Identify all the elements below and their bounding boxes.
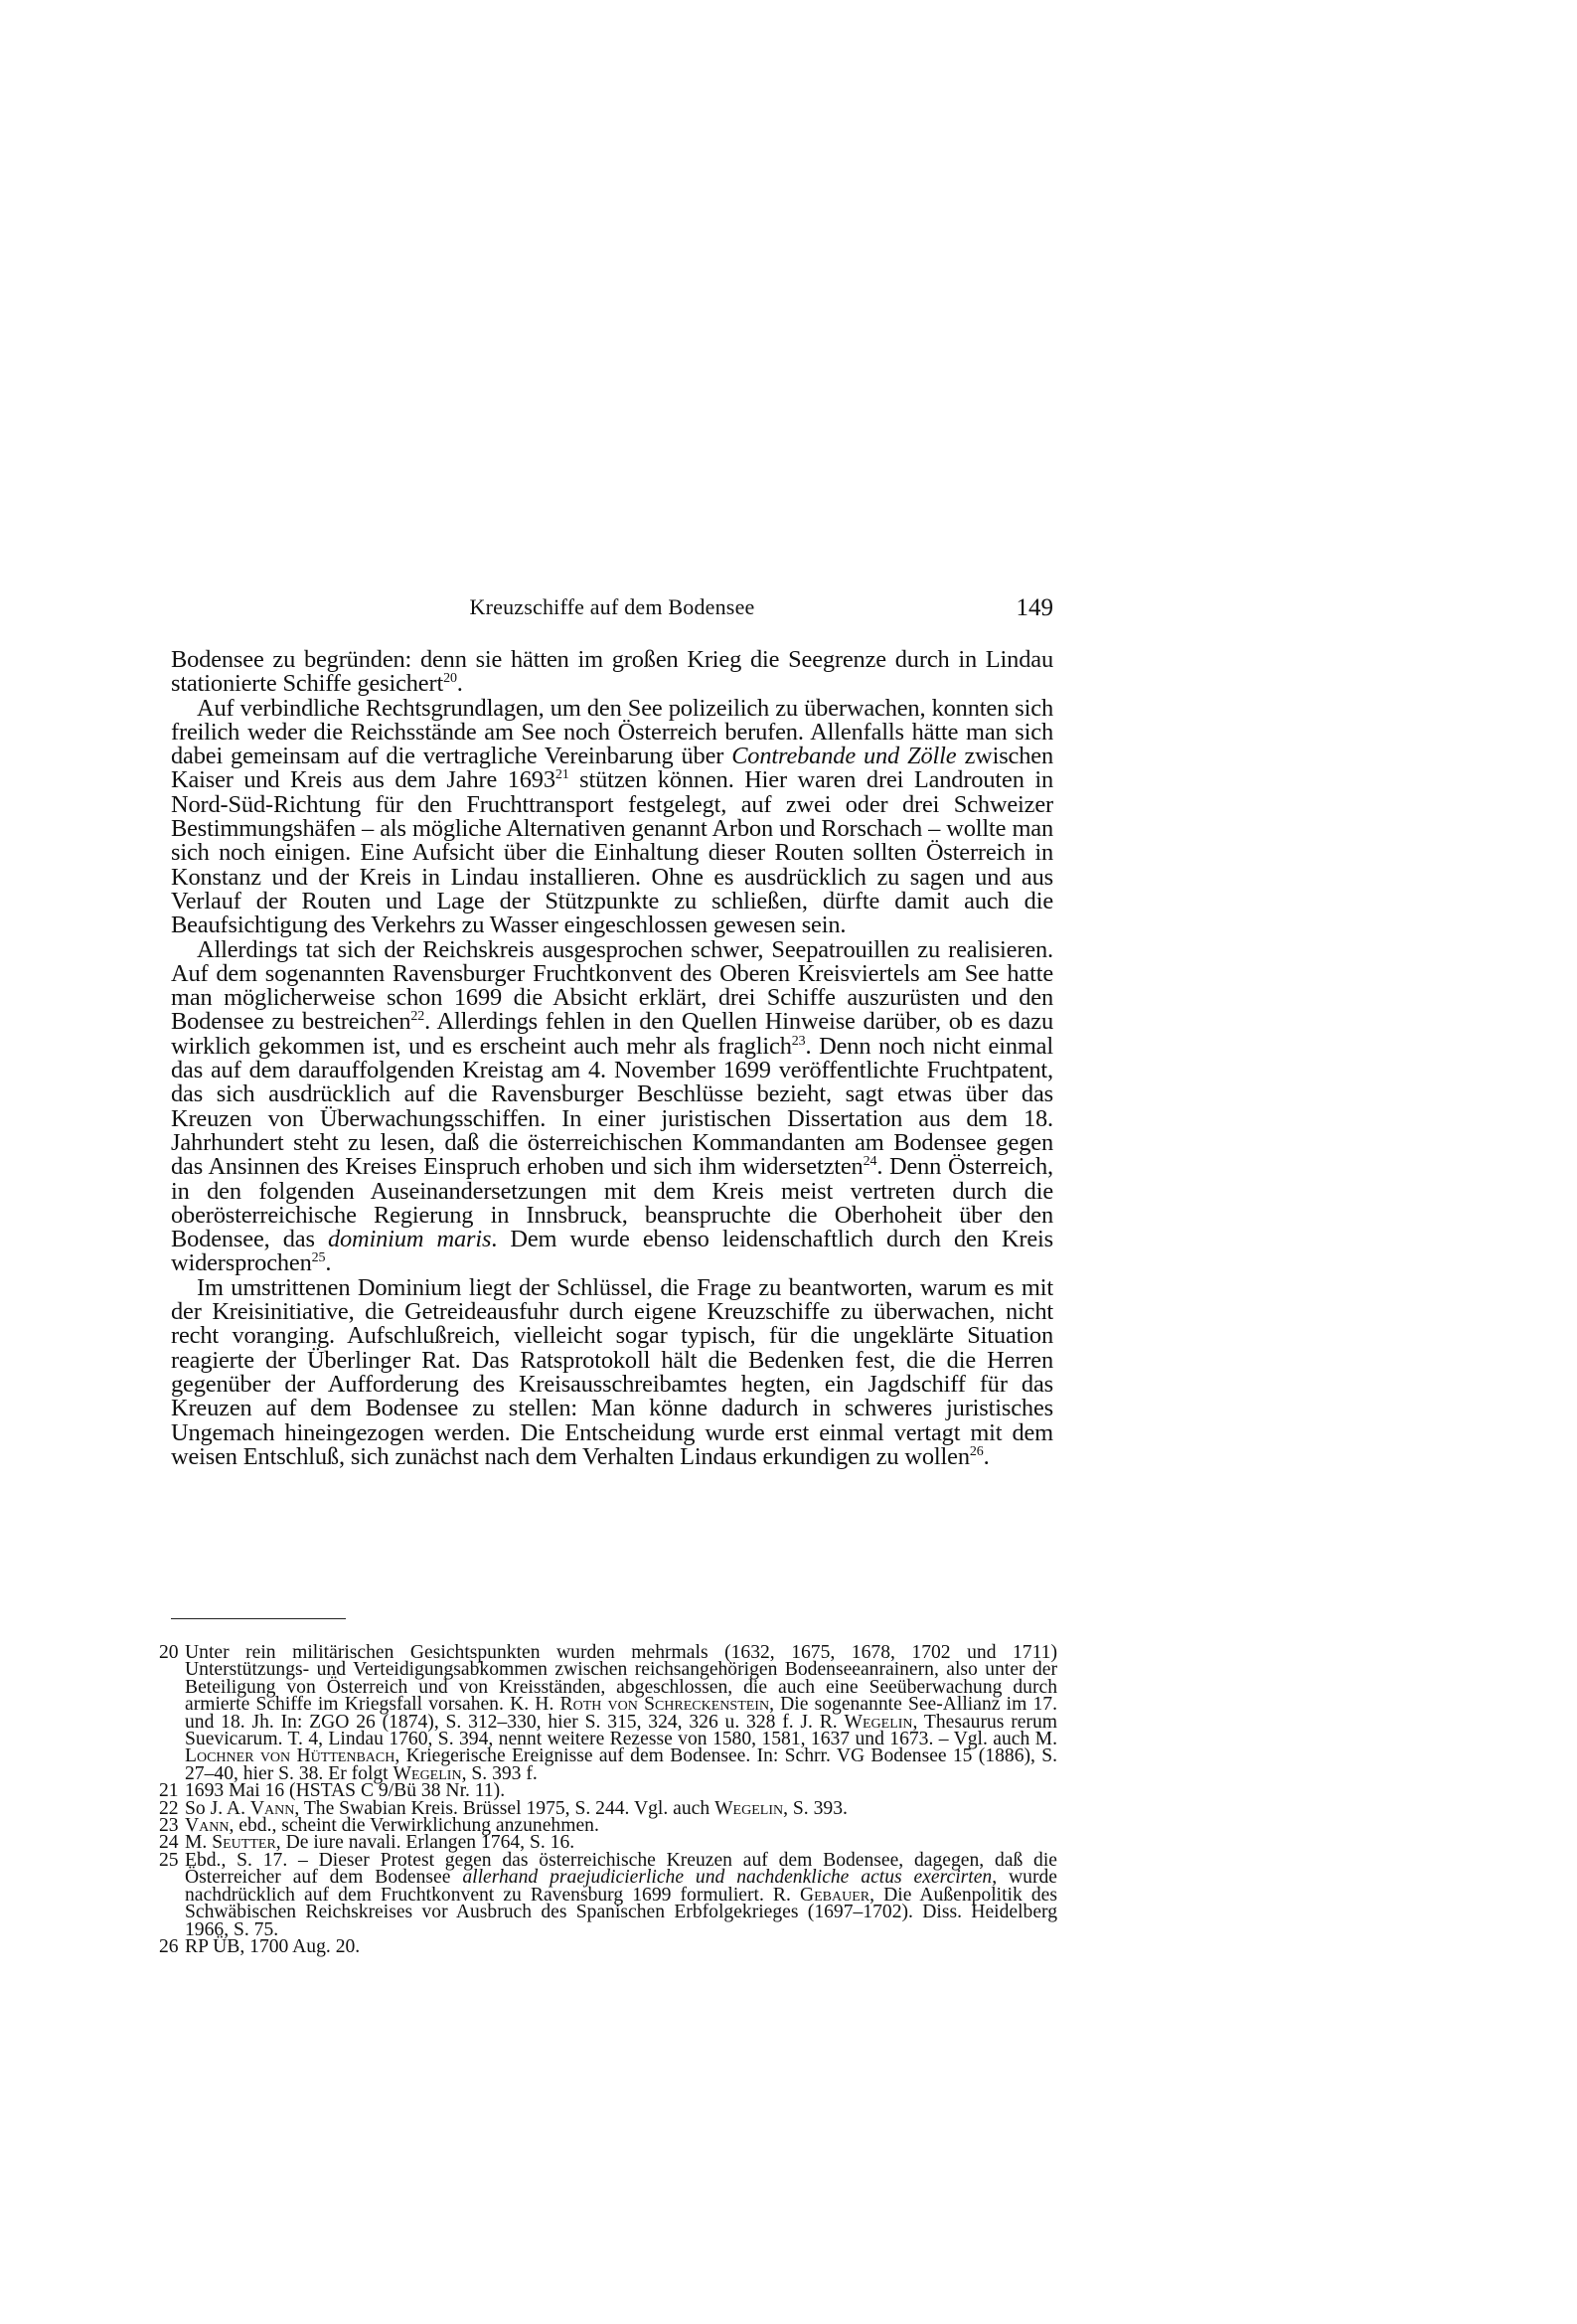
text-run: . Denn Österreich, in den folgenden Auseinandersetzungen mit dem Kreis meist vertreten durch die oberösterreichische Regierung in Innsbruck, beanspruchte die Oberhoheit über den Bodensee, das [171, 1153, 1053, 1253]
paragraph [171, 935, 1053, 1277]
text-run: . Dem wurde ebenso leidenschaftlich durch den Kreis widersprochen [171, 1226, 1053, 1277]
text-run: , ebd., scheint die Verwirklichung anzunehmen. [229, 1815, 599, 1837]
footnote-number: 21 [159, 1780, 179, 1802]
text-run: 1693 Mai 16 (HSTAS C 9/Bü 38 Nr. 11). [185, 1780, 506, 1802]
page-header [171, 594, 1053, 628]
text-run: Auf verbindliche Rechtsgrundlagen, um den See polizeilich zu überwachen, konnten sich freilich weder die Reichsstände am See noch Österreich berufen. Allenfalls hätte man sich dabei gemeinsam auf die vertragliche Vereinbarung über [171, 694, 1053, 770]
footnote-text [185, 1644, 1057, 1782]
author-name: Wegelin [844, 1711, 913, 1733]
footnote-ref: 21 [554, 767, 569, 783]
text-run: . [983, 1442, 990, 1470]
text-run: Im umstrittenen Dominium liegt der Schlüssel, die Frage zu beantworten, warum es mit der Kreisinitiative, die Getreideausfuhr durch eigene Kreuzschiffe zu überwachen, nicht recht voranging. Aufschlußreich, vielleicht sogar typisch, für die ungeklärte Situation reagierte der Überlinger Rat. Das Ratsprotokoll hält die Bedenken fest, die die Herren gegenüber der Aufforderung des Kreisausschreibamtes hegten, ein Jagdschiff für das Kreuzen auf dem Bodensee zu stellen: Man könne dadurch in schweres juristisches Ungemach hineingezogen werden. Die Entscheidung wurde erst einmal vertagt mit dem weisen Entschluß, sich zunächst nach dem Verhalten Lindaus erkundigen zu wollen [171, 1273, 1053, 1470]
footnotes [159, 1644, 1057, 1955]
author-name: Wegelin [714, 1797, 784, 1819]
author-name: Wegelin [393, 1762, 462, 1784]
text-run: RP ÜB, 1700 Aug. 20. [185, 1935, 361, 1957]
footnote-number: 22 [159, 1797, 179, 1819]
author-name: Gebauer [799, 1884, 870, 1906]
page-number: 149 [1016, 594, 1053, 621]
footnote-ref: 24 [863, 1154, 877, 1170]
footnote-ref: 22 [410, 1009, 425, 1025]
footnote-separator [171, 1618, 346, 1619]
footnote [159, 1644, 1057, 1782]
text-run: , Die Außenpolitik des Schwäbischen Reichskreises vor Ausbruch des Spanischen Erbfolgekrieges (1697–1702). Diss. Heidelberg 1966, S. 75. [185, 1884, 1057, 1940]
text-run: M. [185, 1832, 213, 1854]
main-text [171, 648, 1053, 1469]
footnote-number: 23 [159, 1815, 179, 1837]
footnote-number: 24 [159, 1832, 179, 1854]
footnote-number: 26 [159, 1935, 179, 1957]
footnote-ref: 25 [311, 1250, 326, 1266]
text-run: Unter rein militärischen Gesichtspunkten wurden mehrmals (1632, 1675, 1678, 1702 und 1711) Unterstützungs- und Verteidigungsabkommen zwischen reichsangehörigen Bodenseeanrainern, also unter der Beteiligung von Österreich und von Kreisständen, abgeschlossen, die auch eine Seeüberwachung durch armierte Schiffe im Kriegsfall vorsahen. K. H. [185, 1642, 1057, 1716]
footnote-number: 20 [159, 1642, 179, 1663]
text-run: . Allerdings fehlen in den Quellen Hinweise darüber, ob es dazu wirklich gekommen ist, und es erscheint auch mehr als fraglich [171, 1008, 1053, 1060]
footnote-ref: 26 [969, 1443, 984, 1459]
italic-text: Contrebande und Zölle [731, 743, 957, 770]
italic-text: allerhand praejudicierliche und nachdenkliche actus exercirten [462, 1867, 993, 1889]
paragraph [171, 648, 1053, 697]
paragraph [171, 694, 1053, 939]
footnote-text [185, 1849, 1057, 1940]
footnote-ref: 20 [443, 671, 457, 687]
text-run: . Denn noch nicht einmal das auf dem darauffolgenden Kreistag am 4. November 1699 veröffentlichte Fruchtpatent, das sich ausdrücklich auf die Ravensburger Beschlüsse bezieht, sagt etwas über das Kreuzen von Überwachungsschiffen. In einer juristischen Dissertation aus dem 18. Jahrhundert steht zu lesen, daß die österreichischen Kommandanten am Bodensee gegen das Ansinnen des Kreises Einspruch erhoben und sich ihm widersetzten [171, 1032, 1053, 1181]
author-name: Lochner von Hüttenbach [185, 1745, 395, 1767]
author-name: Vann [249, 1797, 295, 1819]
text-run: So J. A. [185, 1797, 250, 1819]
footnote-number: 25 [159, 1849, 179, 1871]
text-run: , S. 393 f. [461, 1762, 538, 1784]
author-name: Roth von Schreckenstein [559, 1694, 770, 1716]
footnote [159, 1935, 1057, 1957]
text-run: Allerdings tat sich der Reichskreis ausgesprochen schwer, Seepatrouillen zu realisieren. Auf dem sogenannten Ravensburger Fruchtkonvent des Oberen Kreisviertels am See hatte man möglicherweise schon 1699 die Absicht erklärt, drei Schiffe auszurüsten und den Bodensee zu bestreichen [171, 935, 1053, 1036]
author-name: Vann [185, 1815, 230, 1837]
text-run: , S. 393. [783, 1797, 848, 1819]
italic-text: dominium maris [327, 1226, 492, 1253]
text-run: zwischen Kaiser und Kreis aus dem Jahre 1693 [171, 743, 1053, 794]
text-run: , Kriegerische Ereignisse auf dem Bodensee. In: Schrr. VG Bodensee 15 (1886), S. 27–40, hier S. 38. Er folgt [185, 1745, 1058, 1784]
running-title: Kreuzschiffe auf dem Bodensee [469, 594, 755, 619]
text-run: . [456, 670, 463, 698]
text-run: , Die sogenannte See-Allianz im 17. und 18. Jh. In: ZGO 26 (1874), S. 312–330, hier S. 315, 324, 326 u. 328 f. J. R. [185, 1694, 1057, 1733]
text-run: Ebd., S. 17. – Dieser Protest gegen das österreichische Kreuzen auf dem Bodensee, dagegen, daß die Österreicher auf dem Bodensee [185, 1849, 1057, 1889]
text-run: , Thesaurus rerum Suevicarum. T. 4, Lindau 1760, S. 394, nennt weitere Rezesse von 1580, 1581, 1637 und 1673. – Vgl. auch M. [185, 1711, 1057, 1750]
text-run: , wurde nachdrücklich auf dem Fruchtkonvent zu Ravensburg 1699 formuliert. R. [185, 1867, 1057, 1906]
text-run: , De iure navali. Erlangen 1764, S. 16. [275, 1832, 575, 1854]
text-run: stützen können. Hier waren drei Landrouten in Nord-Süd-Richtung für den Fruchttransport festgelegt, auf zwei oder drei Schweizer Bestimmungshäfen – als mögliche Alternativen genannt Arbon und Rorschach – wollte man sich noch einigen. Eine Aufsicht über die Einhaltung dieser Routen sollten Österreich in Konstanz und der Kreis in Lindau installieren. Ohne es ausdrücklich zu sagen und aus Verlauf der Routen und Lage der Stützpunkte zu schließen, dürfte damit auch die Beaufsichtigung des Verkehrs zu Wasser eingeschlossen gewesen sein. [171, 766, 1053, 939]
text-run: . [325, 1249, 332, 1277]
paragraph [171, 1273, 1053, 1470]
text-run: , The Swabian Kreis. Brüssel 1975, S. 244. Vgl. auch [294, 1797, 715, 1819]
footnote-ref: 23 [791, 1033, 806, 1049]
footnote-text [185, 1935, 1057, 1957]
text-run: Bodensee zu begründen: denn sie hätten im großen Krieg die Seegrenze durch in Lindau stationierte Schiffe gesichert [171, 646, 1053, 698]
footnote [159, 1849, 1057, 1940]
author-name: Seutter [212, 1832, 276, 1854]
